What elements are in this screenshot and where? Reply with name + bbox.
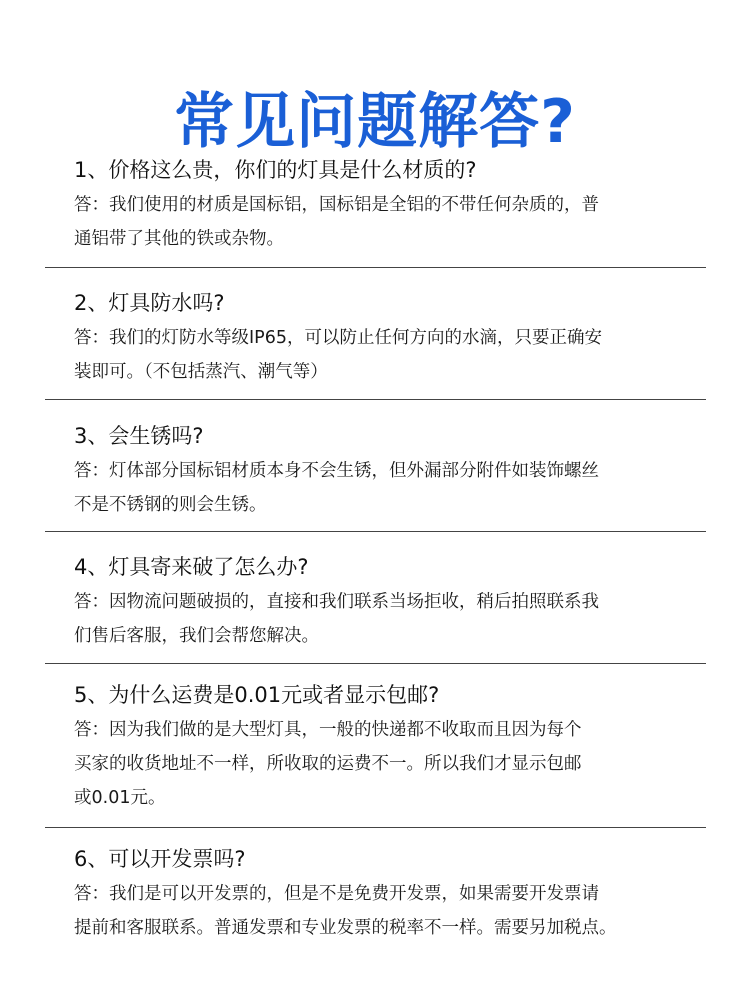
faq-item-5: [74, 677, 694, 815]
faq-answer-3: [74, 454, 694, 522]
faq-item-2: [74, 285, 694, 389]
faq-answer-6-line-2: 提前和客服联系。普通发票和专业发票的税率不一样。需要另加税点。: [74, 918, 617, 938]
divider-3: [45, 531, 706, 532]
page-title: 常见问题解答?: [174, 87, 576, 158]
faq-question-6: 6、可以开发票吗?: [74, 847, 246, 871]
faq-item-6: [74, 841, 694, 945]
faq-answer-5-line-3: 或0.01元。: [74, 788, 166, 808]
faq-answer-5-line-1: 答：因为我们做的是大型灯具，一般的快递都不收取而且因为每个: [74, 720, 582, 740]
faq-question-4: 4、灯具寄来破了怎么办?: [74, 555, 309, 579]
faq-answer-4: [74, 585, 694, 653]
faq-answer-5-line-2: 买家的收货地址不一样，所收取的运费不一。所以我们才显示包邮: [74, 754, 582, 774]
faq-answer-6: [74, 877, 694, 945]
faq-answer-2-line-2: 装即可。（不包括蒸汽、潮气等）: [74, 362, 328, 382]
divider-4: [45, 663, 706, 664]
faq-answer-1: [74, 188, 694, 256]
faq-question-1: 1、价格这么贵，你们的灯具是什么材质的?: [74, 158, 477, 182]
divider-1: [45, 267, 706, 268]
faq-answer-2: [74, 321, 694, 389]
faq-answer-3-line-1: 答：灯体部分国标铝材质本身不会生锈，但外漏部分附件如装饰螺丝: [74, 461, 599, 481]
faq-answer-1-line-1: 答：我们使用的材质是国标铝，国标铝是全铝的不带任何杂质的，普: [74, 195, 599, 215]
faq-answer-2-line-1: 答：我们的灯防水等级IP65，可以防止任何方向的水滴，只要正确安: [74, 328, 602, 348]
divider-5: [45, 827, 706, 828]
faq-answer-6-line-1: 答：我们是可以开发票的，但是不是免费开发票，如果需要开发票请: [74, 884, 599, 904]
faq-answer-1-line-2: 通铝带了其他的铁或杂物。: [74, 229, 284, 249]
faq-question-2: 2、灯具防水吗?: [74, 291, 225, 315]
faq-item-1: [74, 152, 694, 256]
faq-question-3: 3、会生锈吗?: [74, 424, 204, 448]
faq-answer-4-line-1: 答：因物流问题破损的，直接和我们联系当场拒收，稍后拍照联系我: [74, 592, 599, 612]
faq-question-5: 5、为什么运费是0.01元或者显示包邮?: [74, 683, 440, 707]
faq-answer-5: [74, 713, 694, 815]
divider-2: [45, 399, 706, 400]
faq-answer-4-line-2: 们售后客服，我们会帮您解决。: [74, 626, 319, 646]
faq-item-3: [74, 418, 694, 522]
faq-item-4: [74, 549, 694, 653]
faq-answer-3-line-2: 不是不锈钢的则会生锈。: [74, 495, 267, 515]
